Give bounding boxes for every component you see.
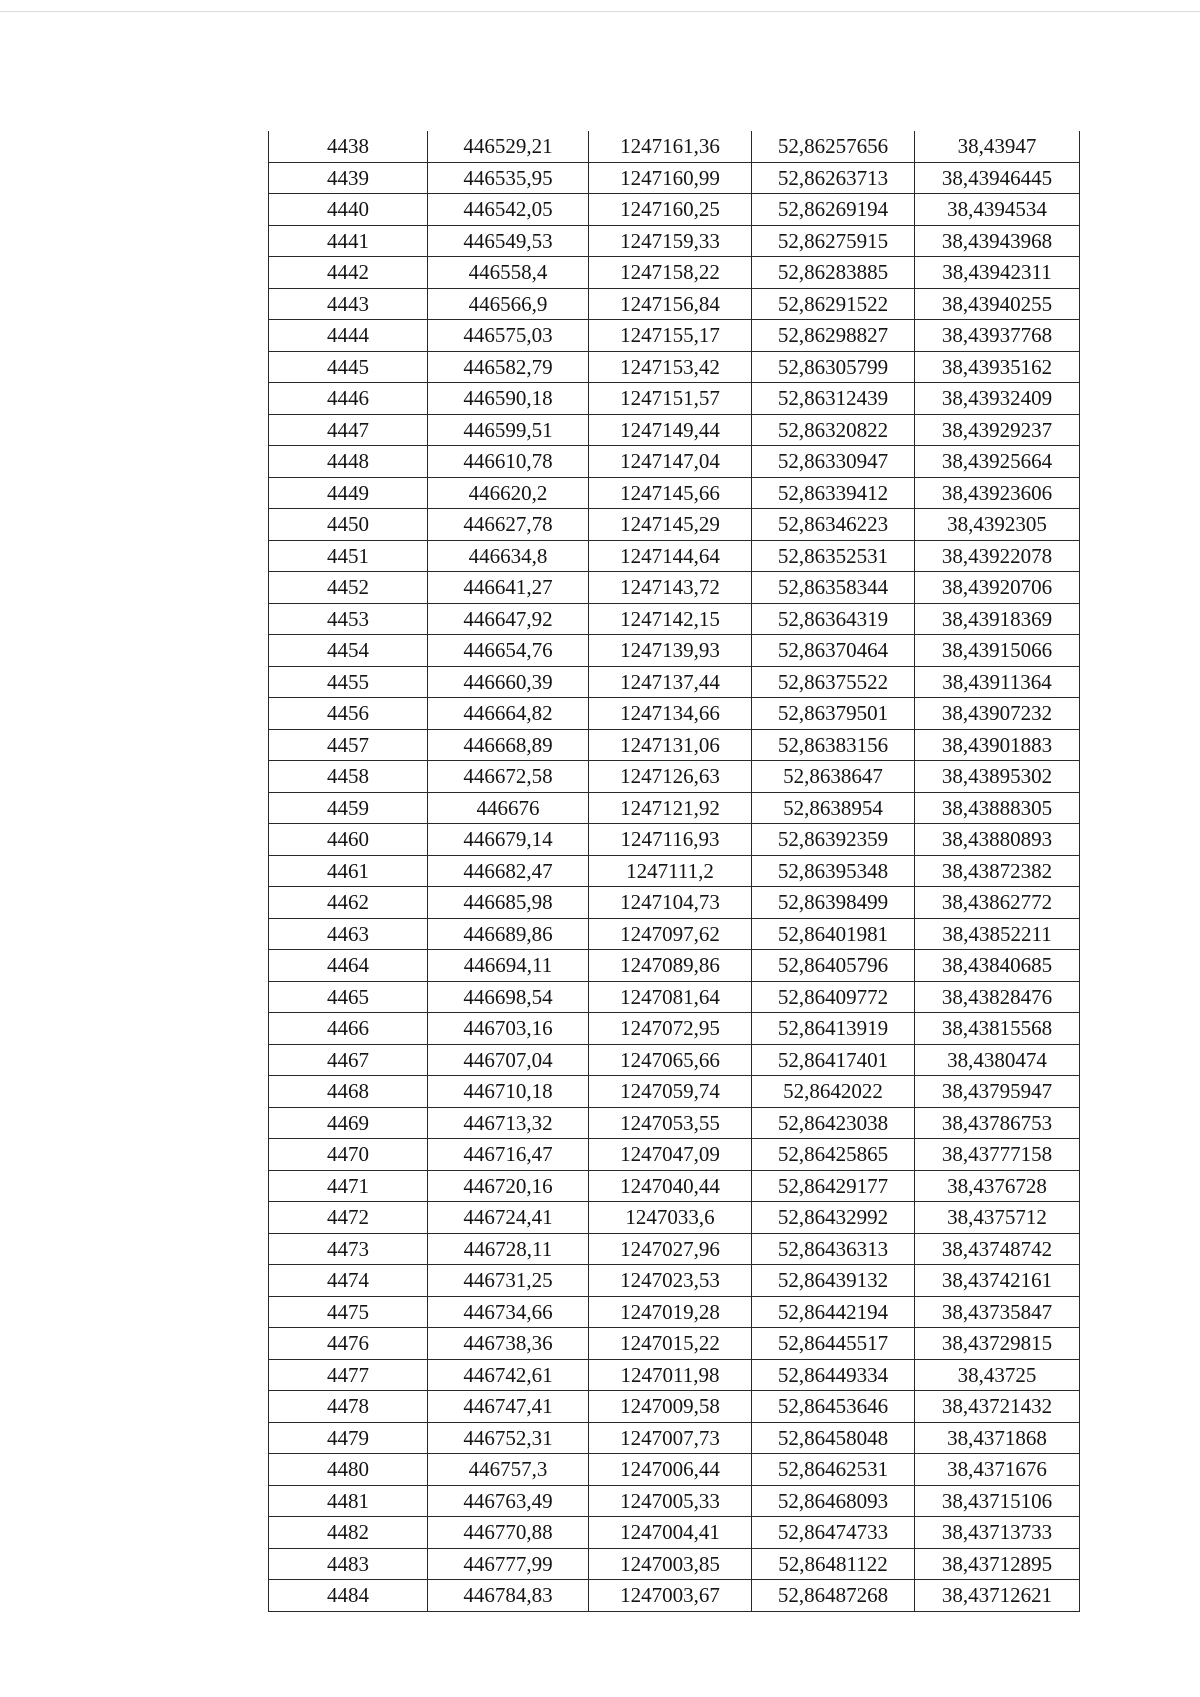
cell-x-coordinate: 446742,61 [428, 1359, 589, 1391]
table-row [269, 162, 1080, 194]
cell-latitude: 52,86487268 [752, 1580, 915, 1612]
cell-x-coordinate: 446654,76 [428, 635, 589, 667]
cell-point-number: 4460 [269, 824, 428, 856]
cell-latitude: 52,8638647 [752, 761, 915, 793]
cell-y-coordinate: 1247081,64 [589, 981, 752, 1013]
cell-longitude: 38,43901883 [915, 729, 1080, 761]
table-row [269, 981, 1080, 1013]
cell-y-coordinate: 1247003,85 [589, 1548, 752, 1580]
cell-point-number: 4483 [269, 1548, 428, 1580]
table-row [269, 288, 1080, 320]
cell-y-coordinate: 1247097,62 [589, 918, 752, 950]
cell-x-coordinate: 446641,27 [428, 572, 589, 604]
cell-point-number: 4456 [269, 698, 428, 730]
cell-x-coordinate: 446634,8 [428, 540, 589, 572]
cell-longitude: 38,43828476 [915, 981, 1080, 1013]
cell-y-coordinate: 1247004,41 [589, 1517, 752, 1549]
cell-point-number: 4465 [269, 981, 428, 1013]
cell-longitude: 38,43923606 [915, 477, 1080, 509]
cell-latitude: 52,86468093 [752, 1485, 915, 1517]
cell-point-number: 4461 [269, 855, 428, 887]
cell-latitude: 52,86375522 [752, 666, 915, 698]
cell-x-coordinate: 446558,4 [428, 257, 589, 289]
cell-y-coordinate: 1247160,99 [589, 162, 752, 194]
table-row [269, 131, 1080, 162]
cell-point-number: 4480 [269, 1454, 428, 1486]
cell-x-coordinate: 446590,18 [428, 383, 589, 415]
cell-latitude: 52,86352531 [752, 540, 915, 572]
table-row [269, 509, 1080, 541]
cell-y-coordinate: 1247158,22 [589, 257, 752, 289]
cell-longitude: 38,4371868 [915, 1422, 1080, 1454]
cell-point-number: 4445 [269, 351, 428, 383]
cell-y-coordinate: 1247089,86 [589, 950, 752, 982]
cell-y-coordinate: 1247144,64 [589, 540, 752, 572]
cell-x-coordinate: 446682,47 [428, 855, 589, 887]
cell-latitude: 52,86358344 [752, 572, 915, 604]
cell-latitude: 52,86432992 [752, 1202, 915, 1234]
cell-point-number: 4450 [269, 509, 428, 541]
table-row [269, 761, 1080, 793]
table-row [269, 698, 1080, 730]
cell-x-coordinate: 446716,47 [428, 1139, 589, 1171]
cell-point-number: 4467 [269, 1044, 428, 1076]
table-row [269, 1013, 1080, 1045]
cell-y-coordinate: 1247161,36 [589, 131, 752, 162]
cell-y-coordinate: 1247059,74 [589, 1076, 752, 1108]
cell-y-coordinate: 1247027,96 [589, 1233, 752, 1265]
cell-longitude: 38,43922078 [915, 540, 1080, 572]
table-row [269, 1359, 1080, 1391]
table-row [269, 666, 1080, 698]
cell-latitude: 52,86453646 [752, 1391, 915, 1423]
table-row [269, 572, 1080, 604]
cell-y-coordinate: 1247145,66 [589, 477, 752, 509]
cell-latitude: 52,86257656 [752, 131, 915, 162]
table-row [269, 729, 1080, 761]
cell-longitude: 38,43742161 [915, 1265, 1080, 1297]
table-row [269, 918, 1080, 950]
cell-longitude: 38,43715106 [915, 1485, 1080, 1517]
cell-x-coordinate: 446685,98 [428, 887, 589, 919]
table-row [269, 383, 1080, 415]
table-row [269, 1170, 1080, 1202]
cell-point-number: 4439 [269, 162, 428, 194]
cell-y-coordinate: 1247139,93 [589, 635, 752, 667]
cell-y-coordinate: 1247145,29 [589, 509, 752, 541]
cell-point-number: 4466 [269, 1013, 428, 1045]
cell-y-coordinate: 1247111,2 [589, 855, 752, 887]
cell-latitude: 52,86417401 [752, 1044, 915, 1076]
cell-point-number: 4448 [269, 446, 428, 478]
cell-longitude: 38,43907232 [915, 698, 1080, 730]
cell-x-coordinate: 446535,95 [428, 162, 589, 194]
cell-x-coordinate: 446676 [428, 792, 589, 824]
table-row [269, 1580, 1080, 1612]
cell-latitude: 52,86283885 [752, 257, 915, 289]
cell-longitude: 38,43735847 [915, 1296, 1080, 1328]
cell-y-coordinate: 1247131,06 [589, 729, 752, 761]
cell-latitude: 52,86481122 [752, 1548, 915, 1580]
cell-longitude: 38,43943968 [915, 225, 1080, 257]
cell-point-number: 4470 [269, 1139, 428, 1171]
cell-latitude: 52,86409772 [752, 981, 915, 1013]
table-row [269, 603, 1080, 635]
coordinates-table-body [269, 131, 1080, 1611]
table-row [269, 1233, 1080, 1265]
cell-x-coordinate: 446770,88 [428, 1517, 589, 1549]
cell-y-coordinate: 1247156,84 [589, 288, 752, 320]
cell-x-coordinate: 446566,9 [428, 288, 589, 320]
table-row [269, 1296, 1080, 1328]
cell-point-number: 4443 [269, 288, 428, 320]
cell-longitude: 38,4394534 [915, 194, 1080, 226]
cell-point-number: 4452 [269, 572, 428, 604]
table-row [269, 1422, 1080, 1454]
cell-point-number: 4457 [269, 729, 428, 761]
document-page [268, 131, 1074, 1612]
cell-y-coordinate: 1247015,22 [589, 1328, 752, 1360]
cell-y-coordinate: 1247104,73 [589, 887, 752, 919]
cell-point-number: 4455 [269, 666, 428, 698]
cell-latitude: 52,86339412 [752, 477, 915, 509]
table-row [269, 1044, 1080, 1076]
cell-x-coordinate: 446707,04 [428, 1044, 589, 1076]
cell-latitude: 52,86383156 [752, 729, 915, 761]
table-row [269, 792, 1080, 824]
cell-x-coordinate: 446728,11 [428, 1233, 589, 1265]
cell-y-coordinate: 1247155,17 [589, 320, 752, 352]
cell-y-coordinate: 1247005,33 [589, 1485, 752, 1517]
cell-longitude: 38,43937768 [915, 320, 1080, 352]
cell-y-coordinate: 1247137,44 [589, 666, 752, 698]
cell-longitude: 38,43872382 [915, 855, 1080, 887]
cell-y-coordinate: 1247159,33 [589, 225, 752, 257]
cell-latitude: 52,86458048 [752, 1422, 915, 1454]
cell-longitude: 38,43862772 [915, 887, 1080, 919]
cell-point-number: 4451 [269, 540, 428, 572]
cell-y-coordinate: 1247065,66 [589, 1044, 752, 1076]
cell-x-coordinate: 446599,51 [428, 414, 589, 446]
table-row [269, 414, 1080, 446]
table-row [269, 1454, 1080, 1486]
cell-y-coordinate: 1247007,73 [589, 1422, 752, 1454]
cell-x-coordinate: 446713,32 [428, 1107, 589, 1139]
cell-x-coordinate: 446660,39 [428, 666, 589, 698]
cell-longitude: 38,43729815 [915, 1328, 1080, 1360]
cell-point-number: 4484 [269, 1580, 428, 1612]
cell-longitude: 38,43918369 [915, 603, 1080, 635]
cell-y-coordinate: 1247009,58 [589, 1391, 752, 1423]
cell-x-coordinate: 446668,89 [428, 729, 589, 761]
cell-latitude: 52,86398499 [752, 887, 915, 919]
cell-x-coordinate: 446703,16 [428, 1013, 589, 1045]
cell-latitude: 52,86305799 [752, 351, 915, 383]
cell-x-coordinate: 446627,78 [428, 509, 589, 541]
cell-x-coordinate: 446720,16 [428, 1170, 589, 1202]
cell-longitude: 38,43947 [915, 131, 1080, 162]
cell-longitude: 38,43815568 [915, 1013, 1080, 1045]
cell-longitude: 38,43895302 [915, 761, 1080, 793]
cell-y-coordinate: 1247134,66 [589, 698, 752, 730]
cell-point-number: 4438 [269, 131, 428, 162]
cell-longitude: 38,43888305 [915, 792, 1080, 824]
cell-point-number: 4459 [269, 792, 428, 824]
table-row [269, 855, 1080, 887]
cell-y-coordinate: 1247011,98 [589, 1359, 752, 1391]
cell-x-coordinate: 446747,41 [428, 1391, 589, 1423]
cell-y-coordinate: 1247147,04 [589, 446, 752, 478]
cell-longitude: 38,43915066 [915, 635, 1080, 667]
table-row [269, 824, 1080, 856]
cell-latitude: 52,86401981 [752, 918, 915, 950]
table-row [269, 540, 1080, 572]
table-row [269, 351, 1080, 383]
coordinates-table [268, 131, 1080, 1612]
cell-x-coordinate: 446529,21 [428, 131, 589, 162]
cell-x-coordinate: 446738,36 [428, 1328, 589, 1360]
cell-latitude: 52,86429177 [752, 1170, 915, 1202]
cell-y-coordinate: 1247040,44 [589, 1170, 752, 1202]
cell-longitude: 38,4392305 [915, 509, 1080, 541]
cell-latitude: 52,86425865 [752, 1139, 915, 1171]
cell-latitude: 52,86449334 [752, 1359, 915, 1391]
cell-x-coordinate: 446575,03 [428, 320, 589, 352]
table-row [269, 887, 1080, 919]
table-row [269, 194, 1080, 226]
cell-point-number: 4469 [269, 1107, 428, 1139]
cell-point-number: 4481 [269, 1485, 428, 1517]
table-row [269, 1076, 1080, 1108]
cell-latitude: 52,86298827 [752, 320, 915, 352]
cell-x-coordinate: 446710,18 [428, 1076, 589, 1108]
cell-longitude: 38,43880893 [915, 824, 1080, 856]
cell-y-coordinate: 1247003,67 [589, 1580, 752, 1612]
cell-latitude: 52,86392359 [752, 824, 915, 856]
cell-longitude: 38,43852211 [915, 918, 1080, 950]
cell-latitude: 52,86263713 [752, 162, 915, 194]
cell-latitude: 52,86442194 [752, 1296, 915, 1328]
cell-latitude: 52,86364319 [752, 603, 915, 635]
table-row [269, 1265, 1080, 1297]
cell-longitude: 38,43946445 [915, 162, 1080, 194]
cell-y-coordinate: 1247153,42 [589, 351, 752, 383]
cell-longitude: 38,43786753 [915, 1107, 1080, 1139]
table-row [269, 477, 1080, 509]
cell-longitude: 38,43725 [915, 1359, 1080, 1391]
cell-y-coordinate: 1247121,92 [589, 792, 752, 824]
cell-point-number: 4482 [269, 1517, 428, 1549]
table-row [269, 257, 1080, 289]
cell-point-number: 4447 [269, 414, 428, 446]
cell-latitude: 52,86436313 [752, 1233, 915, 1265]
cell-point-number: 4474 [269, 1265, 428, 1297]
table-row [269, 225, 1080, 257]
table-row [269, 1139, 1080, 1171]
cell-latitude: 52,86291522 [752, 288, 915, 320]
cell-x-coordinate: 446664,82 [428, 698, 589, 730]
cell-latitude: 52,8642022 [752, 1076, 915, 1108]
cell-longitude: 38,43920706 [915, 572, 1080, 604]
cell-longitude: 38,4375712 [915, 1202, 1080, 1234]
cell-point-number: 4471 [269, 1170, 428, 1202]
cell-point-number: 4453 [269, 603, 428, 635]
cell-y-coordinate: 1247149,44 [589, 414, 752, 446]
cell-longitude: 38,43940255 [915, 288, 1080, 320]
cell-y-coordinate: 1247160,25 [589, 194, 752, 226]
cell-latitude: 52,86405796 [752, 950, 915, 982]
table-row [269, 1548, 1080, 1580]
cell-x-coordinate: 446610,78 [428, 446, 589, 478]
cell-longitude: 38,43932409 [915, 383, 1080, 415]
cell-x-coordinate: 446734,66 [428, 1296, 589, 1328]
cell-longitude: 38,43777158 [915, 1139, 1080, 1171]
cell-longitude: 38,43712621 [915, 1580, 1080, 1612]
cell-latitude: 52,86330947 [752, 446, 915, 478]
cell-latitude: 52,86269194 [752, 194, 915, 226]
cell-point-number: 4478 [269, 1391, 428, 1423]
cell-latitude: 52,86320822 [752, 414, 915, 446]
cell-longitude: 38,43942311 [915, 257, 1080, 289]
cell-latitude: 52,86312439 [752, 383, 915, 415]
cell-x-coordinate: 446724,41 [428, 1202, 589, 1234]
cell-x-coordinate: 446752,31 [428, 1422, 589, 1454]
cell-point-number: 4442 [269, 257, 428, 289]
cell-longitude: 38,43713733 [915, 1517, 1080, 1549]
cell-latitude: 52,8638954 [752, 792, 915, 824]
cell-latitude: 52,86474733 [752, 1517, 915, 1549]
cell-point-number: 4449 [269, 477, 428, 509]
cell-y-coordinate: 1247126,63 [589, 761, 752, 793]
cell-longitude: 38,4376728 [915, 1170, 1080, 1202]
table-row [269, 1107, 1080, 1139]
cell-y-coordinate: 1247116,93 [589, 824, 752, 856]
cell-latitude: 52,86423038 [752, 1107, 915, 1139]
cell-point-number: 4464 [269, 950, 428, 982]
cell-latitude: 52,86346223 [752, 509, 915, 541]
cell-point-number: 4479 [269, 1422, 428, 1454]
cell-x-coordinate: 446689,86 [428, 918, 589, 950]
cell-y-coordinate: 1247142,15 [589, 603, 752, 635]
cell-y-coordinate: 1247019,28 [589, 1296, 752, 1328]
table-row [269, 950, 1080, 982]
table-row [269, 1202, 1080, 1234]
cell-longitude: 38,43712895 [915, 1548, 1080, 1580]
cell-longitude: 38,4380474 [915, 1044, 1080, 1076]
cell-point-number: 4440 [269, 194, 428, 226]
cell-longitude: 38,43935162 [915, 351, 1080, 383]
cell-point-number: 4468 [269, 1076, 428, 1108]
cell-x-coordinate: 446694,11 [428, 950, 589, 982]
cell-point-number: 4473 [269, 1233, 428, 1265]
cell-x-coordinate: 446784,83 [428, 1580, 589, 1612]
cell-y-coordinate: 1247072,95 [589, 1013, 752, 1045]
cell-y-coordinate: 1247151,57 [589, 383, 752, 415]
cell-x-coordinate: 446731,25 [428, 1265, 589, 1297]
cell-latitude: 52,86395348 [752, 855, 915, 887]
table-row [269, 635, 1080, 667]
cell-point-number: 4475 [269, 1296, 428, 1328]
cell-x-coordinate: 446757,3 [428, 1454, 589, 1486]
cell-point-number: 4446 [269, 383, 428, 415]
cell-x-coordinate: 446777,99 [428, 1548, 589, 1580]
table-row [269, 446, 1080, 478]
table-row [269, 1485, 1080, 1517]
cell-latitude: 52,86370464 [752, 635, 915, 667]
cell-x-coordinate: 446549,53 [428, 225, 589, 257]
cell-point-number: 4454 [269, 635, 428, 667]
cell-x-coordinate: 446542,05 [428, 194, 589, 226]
cell-latitude: 52,86413919 [752, 1013, 915, 1045]
cell-y-coordinate: 1247047,09 [589, 1139, 752, 1171]
cell-longitude: 38,43748742 [915, 1233, 1080, 1265]
cell-x-coordinate: 446679,14 [428, 824, 589, 856]
cell-longitude: 38,43795947 [915, 1076, 1080, 1108]
cell-x-coordinate: 446582,79 [428, 351, 589, 383]
cell-longitude: 38,43925664 [915, 446, 1080, 478]
table-row [269, 1517, 1080, 1549]
cell-point-number: 4462 [269, 887, 428, 919]
cell-longitude: 38,43721432 [915, 1391, 1080, 1423]
cell-longitude: 38,4371676 [915, 1454, 1080, 1486]
cell-y-coordinate: 1247143,72 [589, 572, 752, 604]
cell-latitude: 52,86275915 [752, 225, 915, 257]
cell-x-coordinate: 446620,2 [428, 477, 589, 509]
scan-edge-line [0, 11, 1200, 12]
table-row [269, 320, 1080, 352]
table-row [269, 1328, 1080, 1360]
cell-longitude: 38,43840685 [915, 950, 1080, 982]
cell-y-coordinate: 1247023,53 [589, 1265, 752, 1297]
cell-point-number: 4441 [269, 225, 428, 257]
cell-point-number: 4463 [269, 918, 428, 950]
table-row [269, 1391, 1080, 1423]
cell-point-number: 4444 [269, 320, 428, 352]
cell-x-coordinate: 446763,49 [428, 1485, 589, 1517]
cell-latitude: 52,86439132 [752, 1265, 915, 1297]
cell-y-coordinate: 1247006,44 [589, 1454, 752, 1486]
cell-latitude: 52,86379501 [752, 698, 915, 730]
cell-y-coordinate: 1247053,55 [589, 1107, 752, 1139]
cell-x-coordinate: 446698,54 [428, 981, 589, 1013]
cell-x-coordinate: 446672,58 [428, 761, 589, 793]
cell-latitude: 52,86462531 [752, 1454, 915, 1486]
cell-point-number: 4472 [269, 1202, 428, 1234]
cell-latitude: 52,86445517 [752, 1328, 915, 1360]
cell-longitude: 38,43929237 [915, 414, 1080, 446]
cell-x-coordinate: 446647,92 [428, 603, 589, 635]
cell-point-number: 4476 [269, 1328, 428, 1360]
cell-y-coordinate: 1247033,6 [589, 1202, 752, 1234]
cell-longitude: 38,43911364 [915, 666, 1080, 698]
cell-point-number: 4458 [269, 761, 428, 793]
cell-point-number: 4477 [269, 1359, 428, 1391]
